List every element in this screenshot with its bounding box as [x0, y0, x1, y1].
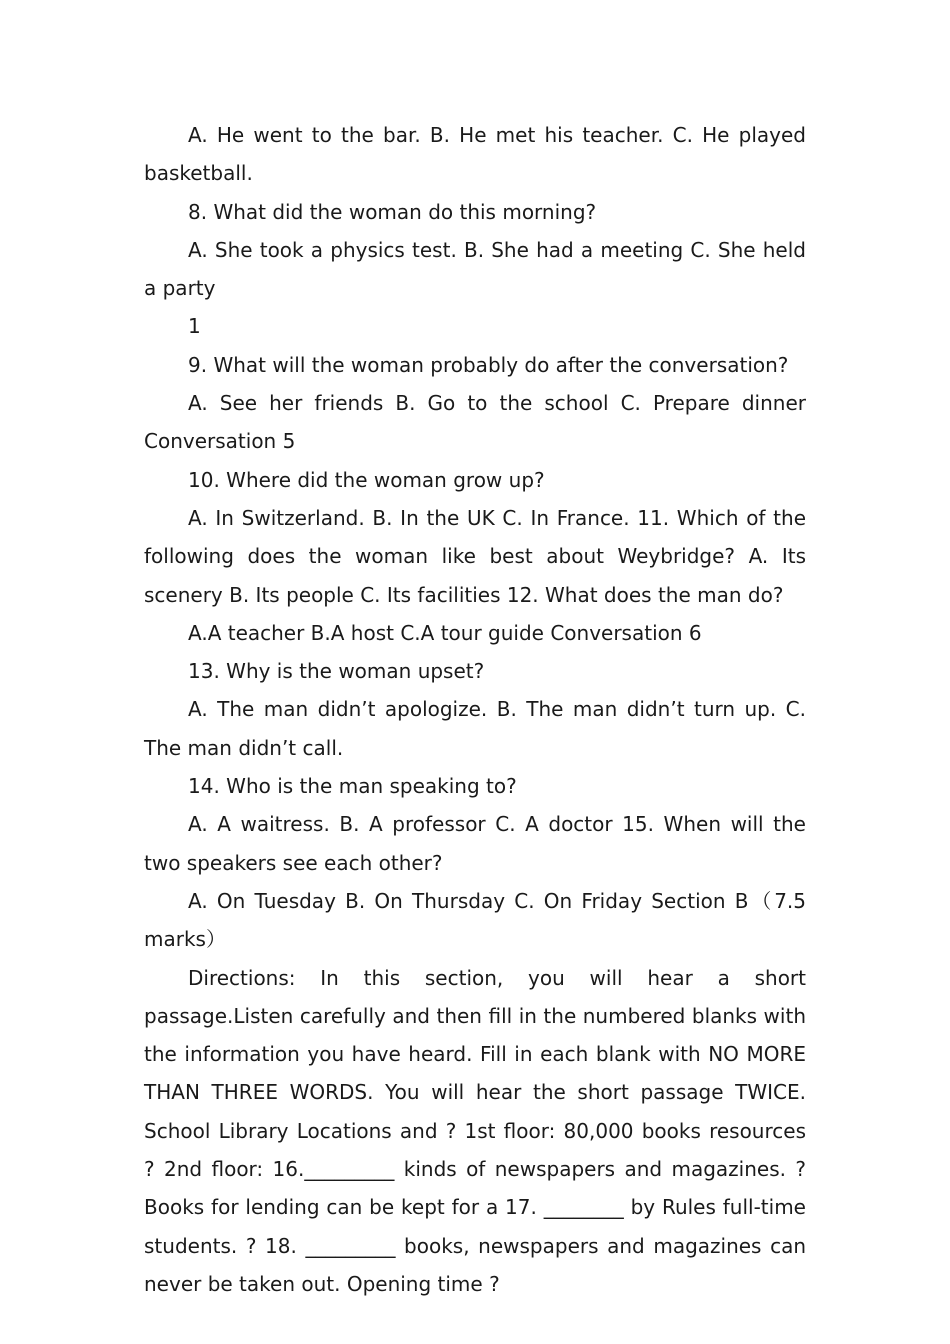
paragraph-answer-14-to-15: A. A waitress. B. A professor C. A doctor 15. When will the two speakers see each other?: [144, 812, 806, 875]
paragraph-question-10: 10. Where did the woman grow up?: [188, 467, 545, 492]
paragraph-question-9: 9. What will the woman probably do after the conversation?: [188, 352, 789, 377]
paragraph-directions: Directions: In this section, you will hear a short passage.Listen carefully and then fill in the numbered blanks with the information you have heard. Fill in each blank with NO MORE THAN THREE WORDS. You will hear the short passage TWICE. School Library Locations and ? 1st floor: 80,000 books resources ? 2nd floor: 16._________ kinds of newspapers and magazines. ? Books for lending can be kept for a 17. ________ by Rules full-time students. ? 18. _________ books, newspapers and magazines can never be taken out. Opening time ?: [144, 965, 806, 1296]
paragraph-page-number: 1: [188, 314, 201, 339]
paragraph-question-13: 13. Why is the woman upset?: [188, 659, 485, 684]
paragraph-answer-15-section-b: A. On Tuesday B. On Thursday C. On Friday Section B（7.5 marks）: [144, 888, 806, 952]
paragraph-answer-9: A. See her friends B. Go to the school C. Prepare dinner Conversation 5: [144, 391, 806, 454]
paragraph-answer-13: A. The man didn’t apologize. B. The man didn’t turn up. C. The man didn’t call.: [144, 697, 806, 760]
paragraph-question-14: 14. Who is the man speaking to?: [188, 774, 517, 799]
paragraph-question-8: 8. What did the woman do this morning?: [188, 199, 597, 224]
paragraph-answer-8: A. She took a physics test. B. She had a meeting C. She held a party: [144, 237, 806, 301]
paragraph-answer-7: A. He went to the bar. B. He met his teacher. C. He played basketball.: [144, 123, 806, 186]
paragraph-answer-10-to-12: A. In Switzerland. B. In the UK C. In France. 11. Which of the following does the woman like best about Weybridge? A. Its scenery B. Its people C. Its facilities 12. What does the man do?: [144, 505, 806, 607]
document-page: [144, 116, 806, 1303]
paragraph-answer-12: A.A teacher B.A host C.A tour guide Conversation 6: [188, 620, 702, 645]
